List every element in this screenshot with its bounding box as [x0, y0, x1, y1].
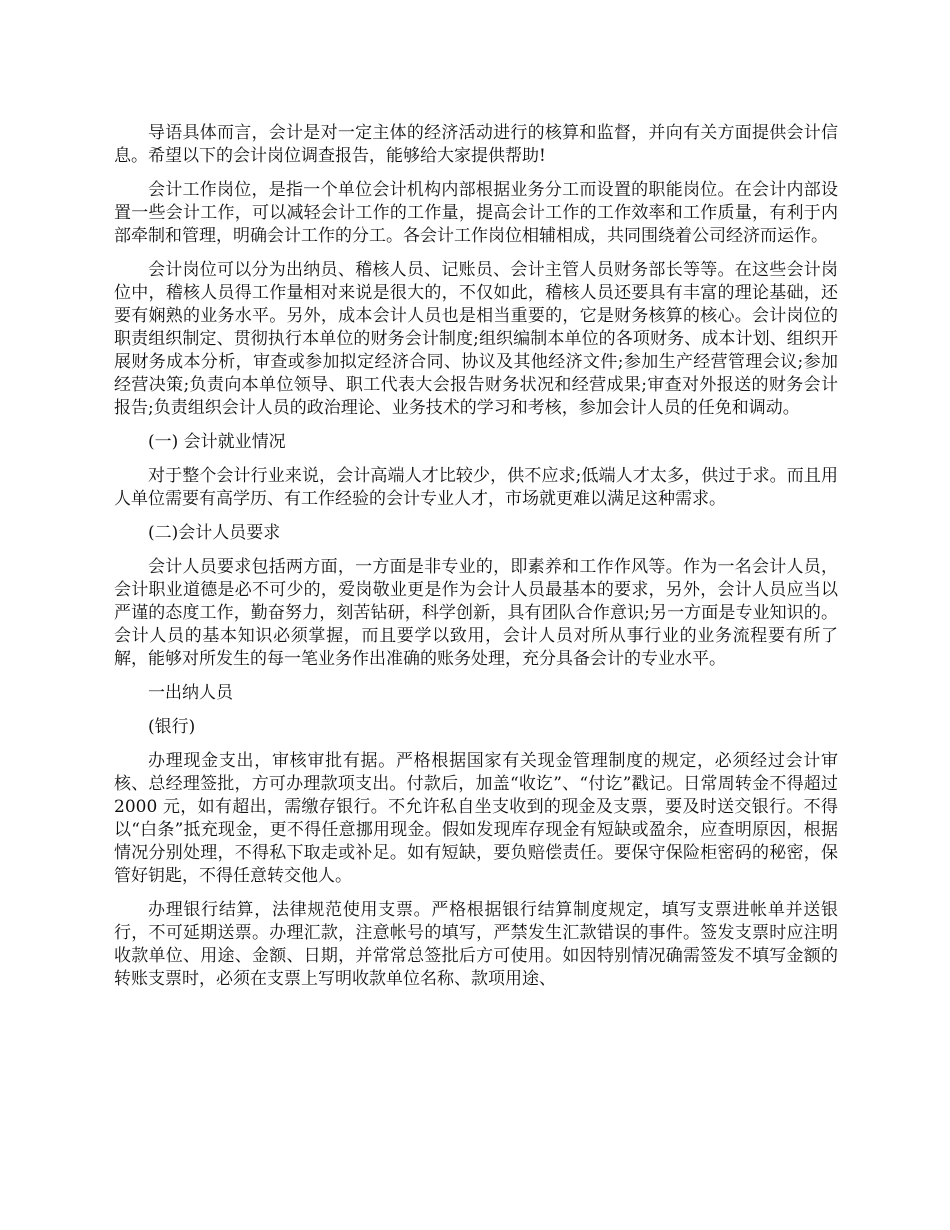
intro-paragraph: 导语具体而言，会计是对一定主体的经济活动进行的核算和监督，并向有关方面提供会计信息。希望以下的会计岗位调查报告，能够给大家提供帮助!	[114, 123, 838, 166]
section-heading-bank: (银行)	[148, 717, 196, 737]
paragraph-requirements: 会计人员要求包括两方面，一方面是非专业的，即素养和工作作风等。作为一名会计人员，会计职业道德是必不可少的，爱岗敬业更是作为会计人员最基本的要求，另外，会计人员应当以严谨的态度工作，勤奋努力，刻苦钻研，科学创新，具有团队合作意识;另一方面是专业知识的。会计人员的基本知识必须掌握，而且要学以致用，会计人员对所从事行业的业务流程要有所了解，能够对所发生的每一笔业务作出准确的账务处理，充分具备会计的专业水平。	[114, 557, 838, 669]
section-heading-employment: (一) 会计就业情况	[148, 432, 286, 452]
paragraph-employment: 对于整个会计行业来说，会计高端人才比较少，供不应求;低端人才太多，供过于求。而且用人单位需要有高学历、有工作经验的会计专业人才，市场就更难以满足这种需求。	[114, 466, 838, 509]
paragraph-job-definition: 会计工作岗位，是指一个单位会计机构内部根据业务分工而设置的职能岗位。在会计内部设置一些会计工作，可以减轻会计工作的工作量，提高会计工作的工作效率和工作质量，有利于内部牵制和管理，明确会计工作的分工。各会计工作岗位相辅相成，共同围绕着公司经济而运作。	[114, 180, 838, 246]
paragraph-cash-payment: 办理现金支出，审核审批有据。严格根据国家有关现金管理制度的规定，必须经过会计审核、总经理签批，方可办理款项支出。付款后，加盖“收讫”、“付讫”戳记。日常周转金不得超过 2000 元，如有超出，需缴存银行。不允许私自坐支收到的现金及支票，要及时送交银行。不得以“白条”抵充现金，更不得任意挪用现金。假如发现库存现金有短缺或盈余，应查明原因，根据情况分别处理，不得私下取走或补足。如有短缺，要负赔偿责任。要保守保险柜密码的秘密，保管好钥匙，不得任意转交他人。	[114, 751, 838, 886]
section-heading-cashier: 一出纳人员	[148, 683, 233, 703]
paragraph-job-types: 会计岗位可以分为出纳员、稽核人员、记账员、会计主管人员财务部长等等。在这些会计岗位中，稽核人员得工作量相对来说是很大的，不仅如此，稽核人员还要具有丰富的理论基础，还要有娴熟的业务水平。另外，成本会计人员也是相当重要的，它是财务核算的核心。会计岗位的职责组织制定、贯彻执行本单位的财务会计制度;组织编制本单位的各项财务、成本计划、组织开展财务成本分析，审查或参加拟定经济合同、协议及其他经济文件;参加生产经营管理会议;参加经营决策;负责向本单位领导、职工代表大会报告财务状况和经营成果;审查对外报送的财务会计报告;负责组织会计人员的政治理论、业务技术的学习和考核，参加会计人员的任免和调动。	[114, 260, 839, 418]
paragraph-bank-settlement: 办理银行结算，法律规范使用支票。严格根据银行结算制度规定，填写支票进帐单并送银行，不可延期送票。办理汇款，注意帐号的填写，严禁发生汇款错误的事件。签发支票时应注明收款单位、用途、金额、日期，并常常总签批后方可使用。如因特别情况确需签发不填写金额的转账支票时，必须在支票上写明收款单位名称、款项用途、	[114, 900, 838, 989]
section-heading-requirements: (二)会计人员要求	[148, 523, 281, 543]
document-body	[114, 122, 838, 1002]
